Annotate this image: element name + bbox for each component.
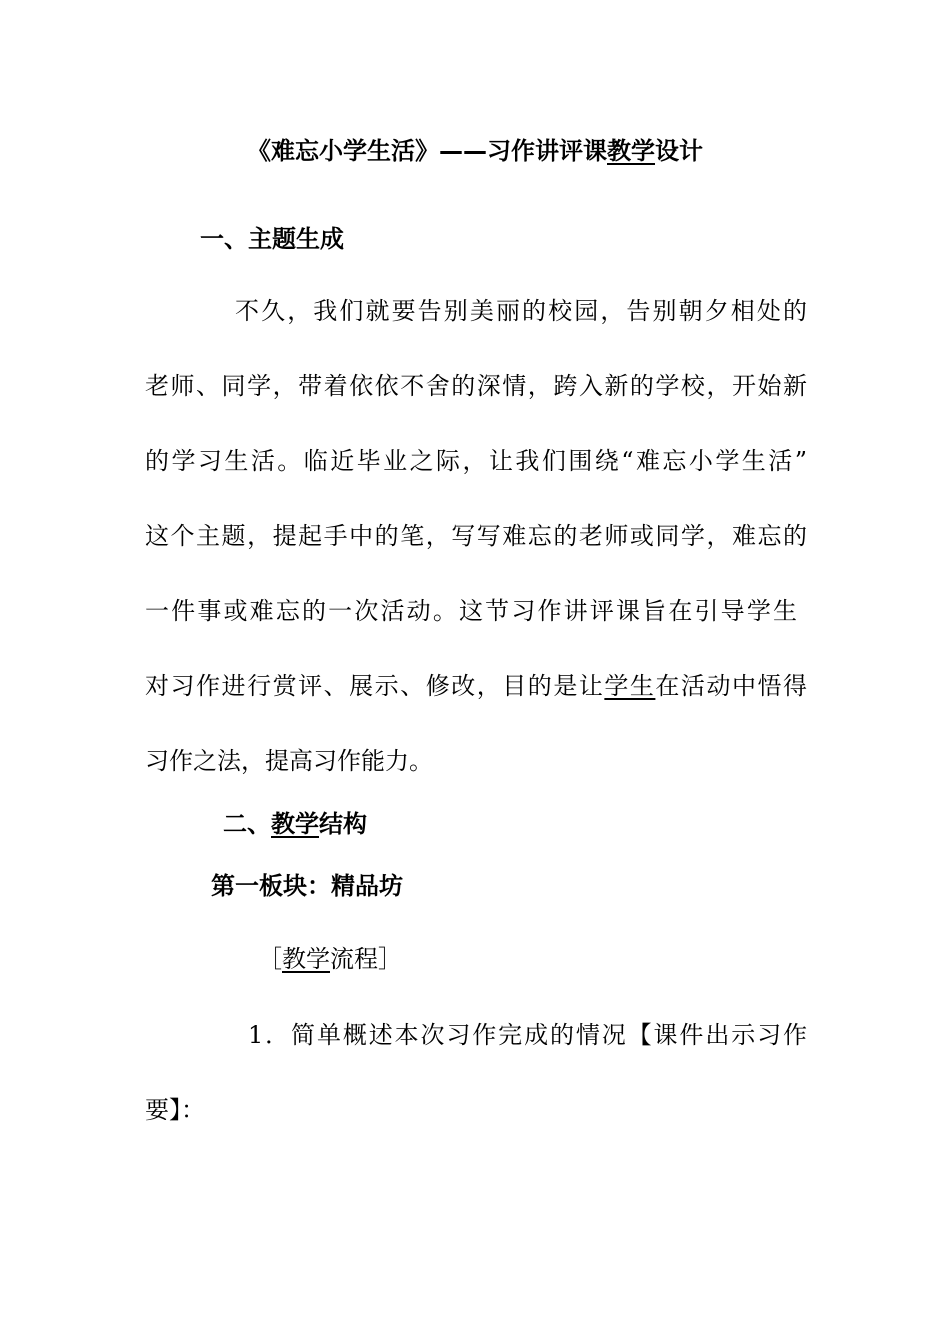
section1-line3: 的学习生活。临近毕业之际，让我们围绕“难忘小学生活”: [145, 447, 807, 475]
section1-line2: 老师、同学，带着依依不舍的深情，跨入新的学校，开始新: [145, 372, 807, 400]
title-part2: 设计: [655, 137, 703, 165]
line6-part2: 在活动中悟得: [655, 672, 808, 700]
flow-label: [258, 944, 402, 974]
section1-line1: 不久，我们就要告别美丽的校园，告别朝夕相处的: [235, 297, 807, 325]
flow-label-rest: 流程］: [330, 945, 402, 973]
page-title: [0, 136, 950, 166]
flow-label-underlined: 教学: [282, 945, 330, 973]
section1-line5: 一件事或难忘的一次活动。这节习作讲评课旨在引导学生: [145, 597, 797, 625]
block-title: 第一板块：精品坊: [211, 872, 403, 900]
flow-label-open: ［: [258, 945, 282, 973]
section2-heading: [223, 809, 367, 839]
section2-heading-underlined: 教学: [271, 810, 319, 838]
section1-heading: 一、主题生成: [200, 225, 344, 253]
section2-heading-part1: 二、: [223, 810, 271, 838]
section1-line6: [145, 671, 807, 701]
step1-line1: 1．简单概述本次习作完成的情况【课件出示习作: [248, 1021, 807, 1049]
line6-underlined: 学生: [604, 672, 656, 700]
section2-heading-part2: 结构: [319, 810, 367, 838]
section1-line4: 这个主题，提起手中的笔，写写难忘的老师或同学，难忘的: [145, 522, 807, 550]
title-underlined: 教学: [607, 137, 655, 165]
section1-line7: 习作之法，提高习作能力。: [145, 747, 433, 775]
line6-part1: 对习作进行赏评、展示、修改，目的是让: [145, 672, 605, 700]
title-part1: 《难忘小学生活》——习作讲评课: [247, 137, 607, 165]
step1-line2: 要】：: [145, 1096, 205, 1124]
